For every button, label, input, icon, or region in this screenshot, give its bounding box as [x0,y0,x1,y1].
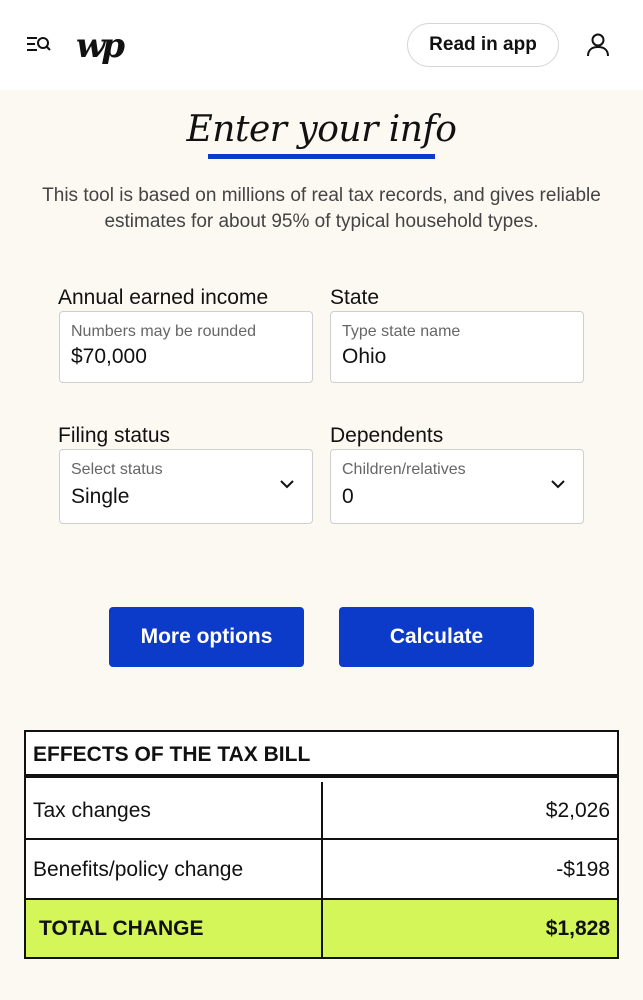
dependents-label: Dependents [330,424,444,447]
income-input[interactable] [59,311,313,383]
page-title: Enter your info [186,109,457,150]
menu-search-icon[interactable] [24,30,54,60]
row-value: $2,026 [545,799,610,822]
chevron-down-icon [278,478,296,490]
state-value: Ohio [342,345,387,368]
total-value: $1,828 [545,917,610,940]
top-bar [0,0,643,90]
table-heading: EFFECTS OF THE TAX BILL [26,732,617,778]
filing-status-value: Single [71,485,130,508]
intro-text: This tool is based on millions of real tax records, and gives reliable estimates for about 95% of typical household types. [42,185,601,232]
more-options-button[interactable]: More options [109,607,304,667]
total-row [26,900,617,957]
income-value: $70,000 [71,345,147,368]
state-hint: Type state name [342,323,461,340]
dependents-hint: Children/relatives [342,461,466,478]
dependents-value: 0 [342,485,354,508]
filing-status-hint: Select status [71,461,163,478]
state-label: State [330,286,380,309]
table-row [26,840,617,900]
row-label: Tax changes [26,782,323,838]
calculate-button[interactable]: Calculate [339,607,534,667]
income-label: Annual earned income [58,286,269,309]
row-label: Benefits/policy change [26,840,323,898]
row-value: -$198 [556,858,610,881]
results-table [24,730,619,959]
read-in-app-button[interactable]: Read in app [407,23,559,67]
income-hint: Numbers may be rounded [71,323,256,340]
title-underline [208,154,435,159]
dependents-select[interactable] [330,449,584,524]
chevron-down-icon [549,478,567,490]
total-label: TOTAL CHANGE [26,900,323,957]
state-input[interactable] [330,311,584,383]
filing-status-label: Filing status [58,424,171,447]
washington-post-logo[interactable]: wp [76,26,122,66]
table-row [26,782,617,840]
filing-status-select[interactable] [59,449,313,524]
user-icon[interactable] [583,30,613,60]
